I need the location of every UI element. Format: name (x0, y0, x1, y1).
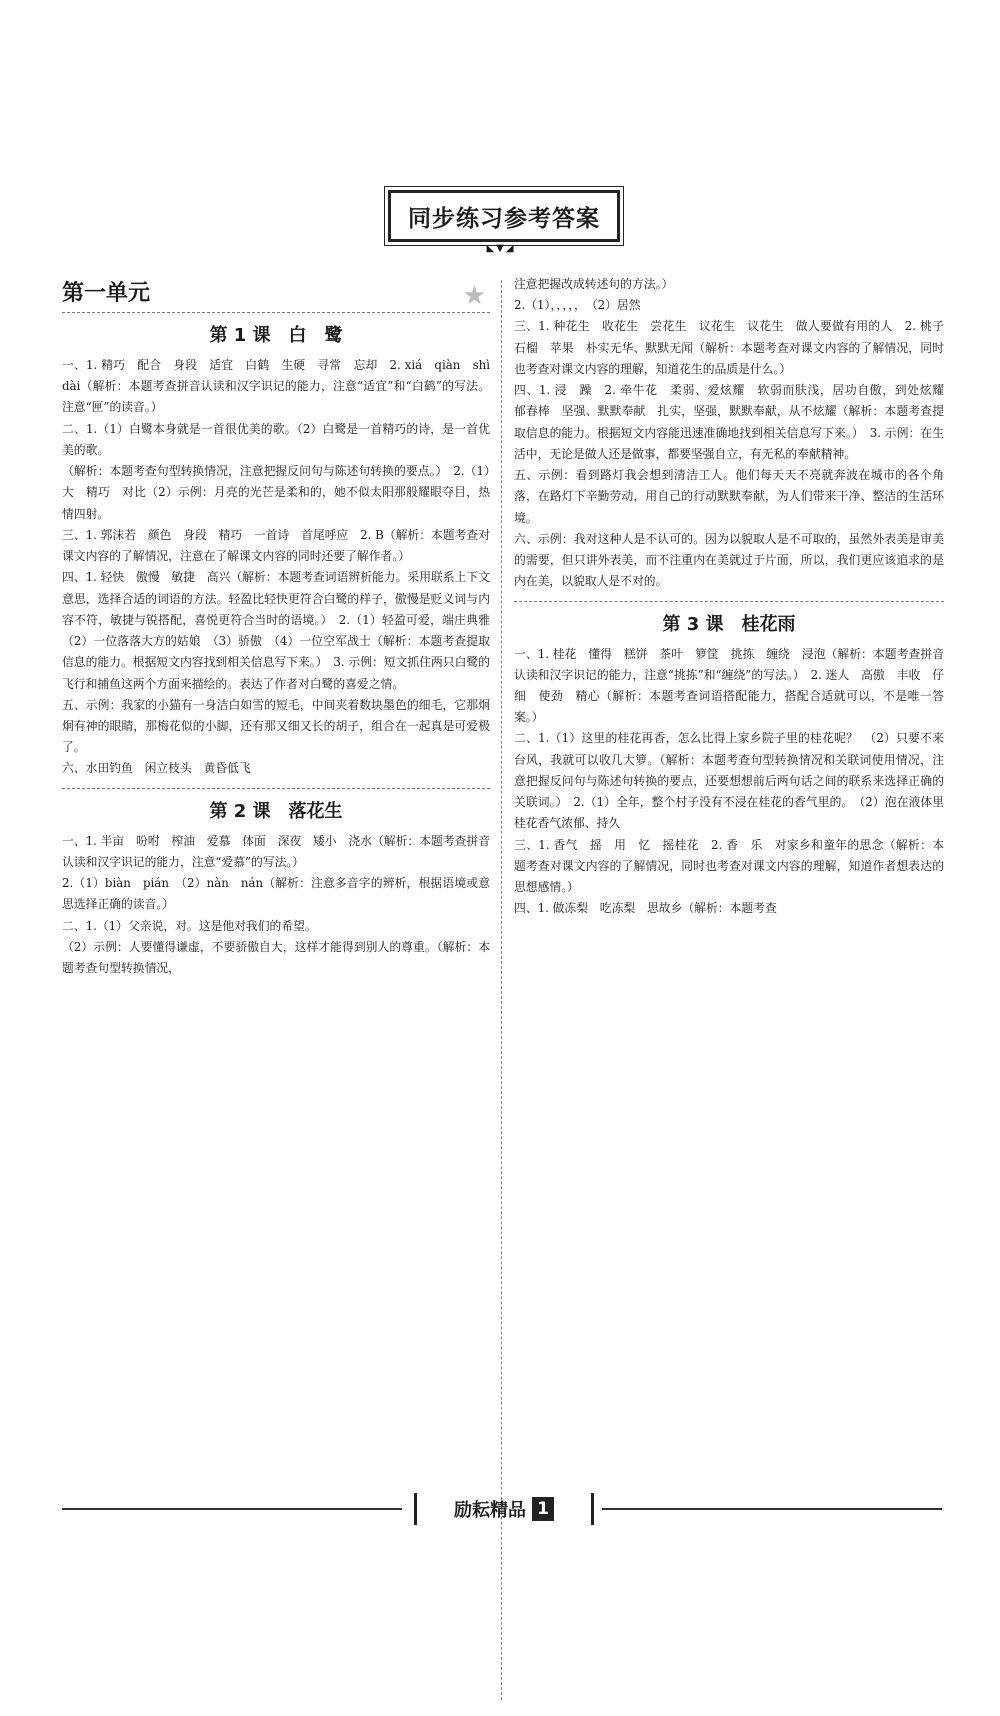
lesson-2-answer-1: 一、1. 半亩 吩咐 榨油 爱慕 体面 深夜 矮小 浇水（解析：本题考查拼音认读和汉字识记的能力，注意“爱慕”的写法。） (62, 833, 490, 869)
lesson-2-answer-4: （2）示例：人要懂得谦虚，不要骄傲自大，这样才能得到别人的尊重。（解析：本题考查句型转换情况， (62, 939, 490, 976)
page-number: 1 (532, 1497, 554, 1521)
lesson-2-answer-9: 五、示例：看到路灯我会想到清洁工人。他们每天天不亮就奔波在城市的各个角落，在路灯下辛勤劳动，用自己的行动默默奉献，为人们带来干净、整洁的生活环境。 (514, 468, 944, 525)
footer-rule-right (602, 1508, 942, 1510)
lesson-1-answer-2: 二、1.（1）白鹭本身就是一首很优美的歌。（2）白鹭是一首精巧的诗，是一首优美的歌。 (62, 421, 490, 457)
title-ornament-icon: ◣▼◢ (486, 243, 516, 254)
brand-name: 励耘精品 (454, 1500, 526, 1521)
lesson-2-answer-5: 注意把握改成转述句的方法。） (514, 277, 674, 291)
lesson-2-answer-10: 六、示例：我对这种人是不认可的。因为以貌取人是不可取的，虽然外表美是审美的需要，但只讲外表美，而不注重内在美就过于片面，所以，我们更应该追求的是内在美，以貌取人是不对的。 (514, 531, 944, 589)
lesson-2-title: 第 2 课 落花生 (209, 800, 343, 822)
lesson-1-answer-1: 一、1. 精巧 配合 身段 适宜 白鹤 生硬 寻常 忘却 2. xiá qiàn shì dài（解析：本题考查拼音认读和汉字识记的能力，注意“适宜”和“白鹤”的写法。注意“匣”的读音。） (62, 358, 502, 415)
lesson-3-answer-3: 三、1. 香气 摇 用 忆 摇桂花 2. 香 乐 对家乡和童年的思念（解析：本题考查对课文内容的了解情况，同时也考查对课文内容的理解，知道作者想表达的思想感情。） (514, 837, 944, 895)
lesson-1-answer-7: 六、水田钓鱼 闲立枝头 黄昏低飞 (62, 761, 251, 776)
footer-brand (414, 1493, 594, 1525)
unit-heading (62, 276, 490, 313)
lesson-1-answer-6: 五、示例：我家的小猫有一身洁白如雪的短毛，中间夹着数块墨色的细毛，它那炯炯有神的眼睛，那梅花似的小脚，还有那又细又长的胡子，组合在一起真是可爱极了。 (62, 697, 490, 755)
page-title (388, 190, 620, 242)
lesson-2-answer-2: 2.（1）biàn pián （2）nàn nán（解析：注意多音字的辨析，根据语境或意思选择正确的读音。） (62, 876, 490, 912)
section-separator (62, 788, 490, 789)
star-icon: ★ (462, 281, 486, 311)
lesson-2-answer-7: 三、1. 种花生 收花生 尝花生 议花生 议花生 做人要做有用的人 2. 桃子 石榴 苹果 朴实无华、默默无闻（解析：本题考查对课文内容的了解情况，同时也考查对课文内容的理解，知道花生的品质是什么。） (514, 319, 956, 376)
page-title-text: 同步练习参考答案 (408, 205, 600, 232)
lesson-2-answer-3: 二、1.（1）父亲说，对。这是他对我们的希望。 (62, 918, 317, 933)
lesson-3-answer-1: 一、1. 桂花 懂得 糕饼 茶叶 箩筐 挑拣 缠绕 浸泡（解析：本题考查拼音认读和汉字识记的能力，注意“挑拣”和“缠绕”的写法。） 2. 迷人 高傲 丰收 仔细 使劲 精心（解析：本题考查词语搭配能力，搭配合适就可以，不是唯一答案。） (514, 646, 944, 725)
lesson-1-answer-5: 四、1. 轻快 傲慢 敏捷 高兴（解析：本题考查词语辨析能力。采用联系上下文意思，选择合适的词语的方法。轻盈比轻快更符合白鹭的样子，傲慢是贬义词与内容不符，敏捷与锐搭配，喜悦更符合当时的语境。） 2.（1）轻盈可爱，端庄典雅（2）一位落落大方的姑娘 （3）骄傲 （4）一位空军战士（解析：本题考查提取信息的能力。根据短文内容找到相关信息写下来。） 3. 示例：短文抓住两只白鹭的飞行和捕鱼这两个方面来描绘的。表达了作者对白鹭的喜爱之情。 (62, 570, 490, 691)
page-footer (0, 1490, 1000, 1530)
lesson-2-answer-6: 2.（1），，，，， （2）居然 (514, 298, 641, 313)
column-divider (501, 280, 502, 1700)
unit-title: 第一单元 (62, 281, 151, 306)
lesson-3-title: 第 3 课 桂花雨 (662, 613, 796, 635)
footer-rule-left (62, 1508, 402, 1510)
lesson-3-answer-2: 二、1.（1）这里的桂花再香，怎么比得上家乡院子里的桂花呢？ （2）只要不来台风，我就可以收几大箩。（解析：本题考查句型转换情况和关联词使用情况，注意把握反问句与陈述句转换的要点，还要想想前后两句话之间的联系来选择正确的关联词。） 2.（1）全年，整个村子没有不浸在桂花的香气里的。 （2）泡在液体里 桂花香气浓郁、持久 (514, 731, 956, 831)
lesson-1-title: 第 1 课 白 鹭 (209, 325, 343, 346)
lesson-1-answer-4: 三、1. 郭沫若 颜色 身段 精巧 一首诗 首尾呼应 2. B（解析：本题考查对课文内容的了解情况，注意在了解课文内容的同时还要了解作者。） (62, 527, 490, 564)
section-separator (514, 601, 944, 602)
lesson-1-answer-3: （解析：本题考查句型转换情况，注意把握反问句与陈述句转换的要点。） 2.（1）大 精巧 对比（2）示例：月亮的光芒是柔和的，她不似太阳那般耀眼夺目，热情四射。 (62, 464, 490, 521)
lesson-2-answer-8: 四、1. 浸 躁 2. 牵牛花 柔弱、爱炫耀 软弱而肤浅，居功自傲，到处炫耀 郁春棒 坚强、默默奉献 扎实，坚强，默默奉献，从不炫耀（解析：本题考查提取信息的能力。根据短文内容能迅速准确地找到相关信息写下来。） 3. 示例：在生活中，无论是做人还是做事，都要坚强自立，有无私的奉献精神。 (514, 383, 956, 461)
lesson-3-answer-4: 四、1. 做冻梨 吃冻梨 思故乡（解析：本题考查 (514, 901, 777, 916)
